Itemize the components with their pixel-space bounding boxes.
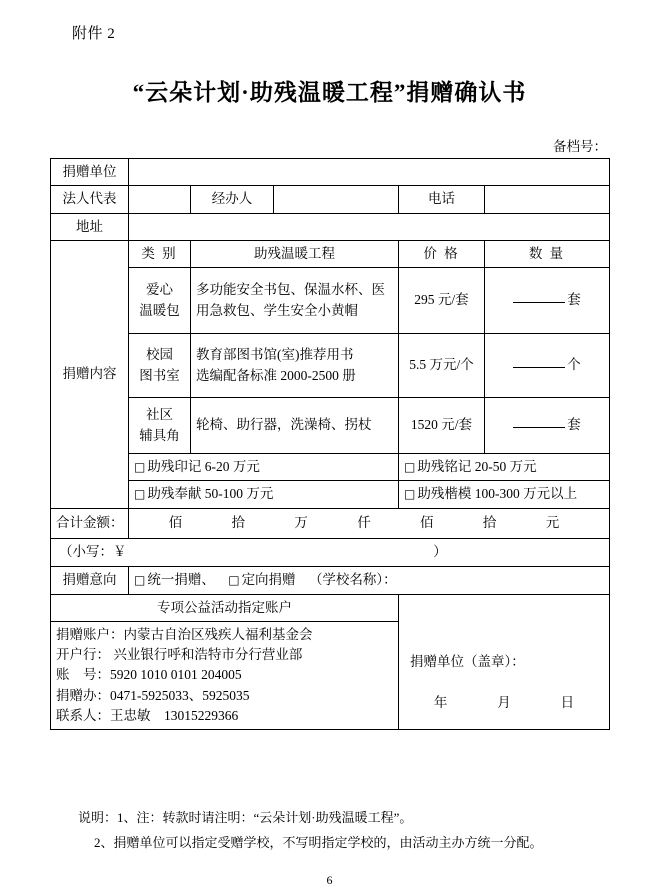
lowercase-amount-row[interactable]: [51, 538, 610, 566]
item-category-line2: 图书室: [139, 367, 180, 383]
table-row-total: [51, 508, 610, 538]
date-day-label: 日: [560, 694, 575, 710]
notes-section: [50, 806, 620, 855]
signature-date-line[interactable]: [409, 693, 599, 713]
table-row-account-title: [51, 594, 610, 621]
table-row-donor-unit: [51, 159, 610, 186]
checkbox-icon[interactable]: □: [404, 460, 416, 474]
account-details: [51, 621, 399, 729]
item-quantity-unit: 套: [567, 417, 581, 433]
checkbox-option-cell[interactable]: [129, 454, 399, 481]
table-row-total-lowercase: [51, 538, 610, 566]
legal-rep-value[interactable]: [129, 186, 191, 213]
checkbox-label: 助残楷模 100-300 万元以上: [417, 486, 578, 502]
item-description: [191, 334, 399, 398]
total-unit: 佰: [420, 514, 434, 530]
notes-line-1: [50, 806, 620, 831]
table-row-legal-rep: [51, 186, 610, 213]
column-header-project: 助残温暖工程: [191, 240, 399, 267]
item-category-line2: 温暖包: [139, 302, 180, 318]
address-value[interactable]: [129, 213, 610, 240]
archive-number-label: [553, 135, 607, 155]
handler-cell: [191, 186, 399, 213]
item-description-line1: 多功能安全书包、保温水杯、医: [196, 282, 385, 298]
checkbox-option-cell[interactable]: [129, 481, 399, 508]
item-description-line1: 轮椅、助行器，洗澡椅、拐杖: [196, 417, 372, 433]
handler-value[interactable]: [274, 186, 399, 212]
checkbox-icon[interactable]: □: [404, 487, 416, 502]
table-row-address: [51, 213, 610, 240]
page-number: 6: [326, 873, 333, 887]
intent-school-name-label: （学校名称）：: [308, 571, 397, 587]
item-category-line1: 校园: [146, 347, 173, 363]
page-title: “云朵计划·助残温暖工程”捐赠确认书: [132, 80, 527, 105]
column-header-category: 类 别: [129, 240, 191, 267]
phone-label: 电话: [399, 186, 485, 213]
date-month-label: 月: [497, 694, 511, 710]
item-price: 1520 元/套: [399, 398, 485, 454]
item-description-line2: 选编配备标准 2000-2500 册: [196, 367, 356, 383]
checkbox-option-cell[interactable]: [399, 481, 610, 508]
handler-label: 经办人: [191, 186, 274, 212]
lowercase-amount-close: ）: [433, 543, 447, 559]
checkbox-icon[interactable]: □: [134, 460, 146, 474]
legal-rep-label: 法人代表: [51, 186, 129, 213]
checkbox-option-cell[interactable]: [399, 454, 610, 481]
archive-no-text: 备档号：: [553, 139, 607, 154]
item-category-line1: 社区: [146, 407, 173, 423]
account-line: 捐赠办：0471-5925033、5925035: [56, 687, 250, 703]
item-quantity[interactable]: [485, 268, 610, 334]
account-line: 账 号：5920 1010 0101 204005: [56, 667, 242, 683]
intent-label: 捐赠意向: [51, 566, 129, 594]
item-category-line2: 辅具角: [139, 427, 180, 443]
quantity-blank-line[interactable]: [513, 427, 565, 428]
total-units-row[interactable]: [129, 508, 610, 538]
phone-value[interactable]: [485, 186, 610, 213]
notes-prefix: 说明：: [78, 810, 118, 825]
intent-option-unified: 统一捐赠、: [147, 571, 215, 587]
checkbox-icon[interactable]: □: [134, 572, 146, 587]
total-label: 合计金额：: [51, 508, 129, 538]
column-header-price: 价 格: [399, 240, 485, 267]
account-line: 联系人：王忠敏 13015229366: [56, 707, 239, 723]
account-line: 捐赠账户：内蒙古自治区残疾人福利基金会: [56, 626, 313, 642]
content-label: 捐赠内容: [51, 240, 129, 508]
item-category: [129, 268, 191, 334]
item-quantity[interactable]: [485, 334, 610, 398]
column-header-quantity: 数 量: [485, 240, 610, 267]
item-description: [191, 398, 399, 454]
item-description-line1: 教育部图书馆(室)推荐用书: [196, 347, 354, 363]
total-unit: 仟: [357, 514, 371, 530]
quantity-blank-line[interactable]: [513, 367, 565, 368]
table-row-item: [51, 268, 610, 334]
stamp-cell[interactable]: [399, 594, 610, 730]
table-row-item: [51, 398, 610, 454]
date-year-label: 年: [433, 694, 448, 710]
attachment-label: 附件 2: [72, 26, 116, 42]
item-quantity-unit: 套: [567, 292, 581, 308]
total-unit: 万: [294, 514, 308, 530]
total-unit: 拾: [231, 514, 246, 530]
total-unit: 拾: [482, 514, 497, 530]
item-price: 5.5 万元/个: [399, 334, 485, 398]
table-row-checkbox-options-1: [51, 454, 610, 481]
table-row-content-header: [51, 240, 610, 267]
intent-option-directed: 定向捐赠: [241, 571, 296, 587]
item-quantity[interactable]: [485, 398, 610, 454]
notes-text-1: 1、注：转款时请注明：“云朵计划·助残温暖工程”。: [117, 810, 413, 825]
lowercase-amount-label: （小写：￥: [59, 543, 127, 559]
item-category-line1: 爱心: [146, 282, 173, 298]
intent-options[interactable]: [129, 566, 610, 594]
donor-unit-value[interactable]: [129, 159, 610, 186]
item-quantity-unit: 个: [567, 357, 581, 373]
donor-unit-label: 捐赠单位: [51, 159, 129, 186]
table-row-checkbox-options-2: [51, 481, 610, 508]
notes-line-2: 2、捐赠单位可以指定受赠学校，不写明指定学校的，由活动主办方统一分配。: [94, 834, 543, 850]
checkbox-icon[interactable]: □: [228, 572, 240, 587]
item-category: [129, 398, 191, 454]
account-line: 开户行： 兴业银行呼和浩特市分行营业部: [56, 647, 303, 662]
table-row-intent: [51, 566, 610, 594]
checkbox-label: 助残奉献 50-100 万元: [147, 486, 274, 502]
item-description: [191, 268, 399, 334]
item-price: 295 元/套: [399, 268, 485, 334]
quantity-blank-line[interactable]: [513, 302, 565, 303]
total-unit: 元: [545, 514, 560, 530]
checkbox-icon[interactable]: □: [134, 487, 146, 502]
checkbox-label: 助残印记 6-20 万元: [147, 459, 260, 474]
table-row-item: [51, 334, 610, 398]
checkbox-label: 助残铭记 20-50 万元: [417, 459, 537, 474]
donation-form-table: [50, 158, 610, 730]
total-unit: 佰: [168, 514, 183, 530]
item-description-line2: 用急救包、学生安全小黄帽: [196, 302, 358, 318]
item-category: [129, 334, 191, 398]
account-section-title: 专项公益活动指定账户: [51, 594, 399, 621]
address-label: 地址: [51, 213, 129, 240]
stamp-label: 捐赠单位（盖章）：: [410, 653, 525, 669]
